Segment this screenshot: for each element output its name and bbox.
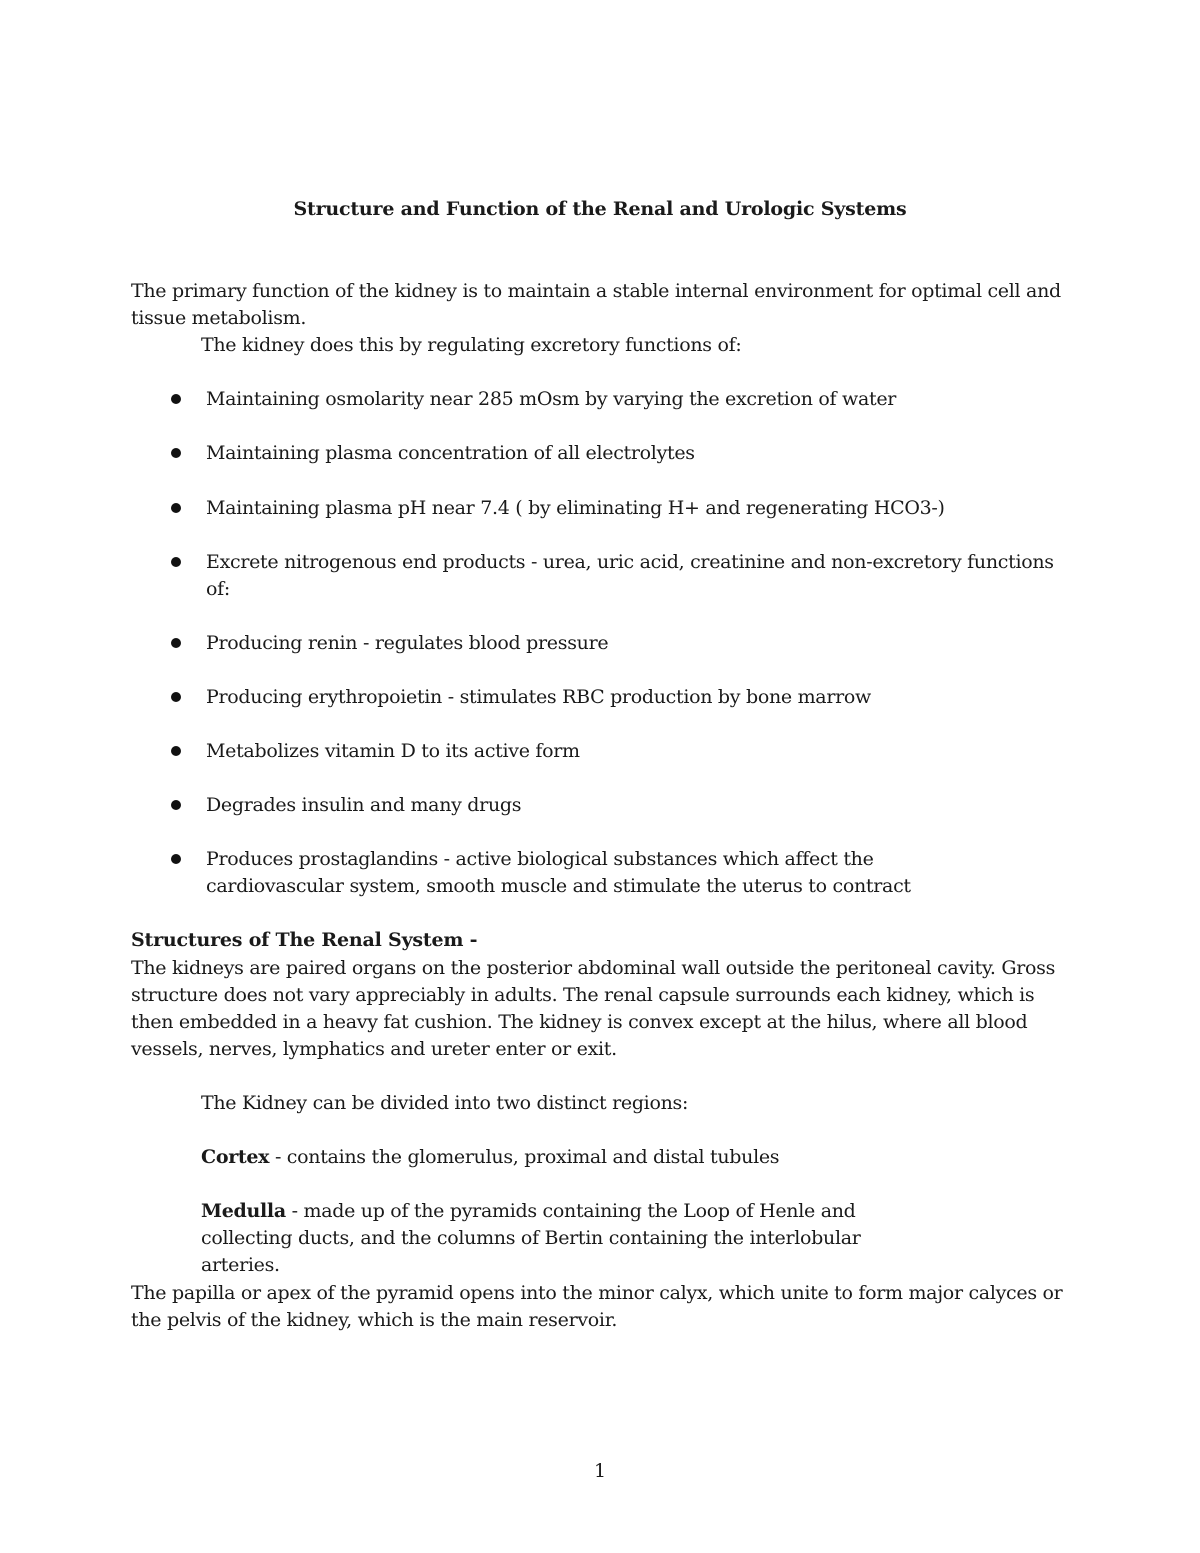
intro-indented-line: The kidney does this by regulating excretory functions of: [201,334,742,356]
region-medulla [201,1198,901,1279]
bullet-icon [171,394,181,404]
bullet-icon [171,557,181,567]
section-paragraph: The kidneys are paired organs on the posterior abdominal wall outside the peritoneal cavity. Gross structure does not vary appreciably in adults. The renal capsule surrounds each kidney, which is then embedded in a heavy fat cushion. The kidney is convex except at the hilus, where all blood vessels, nerves, lymphatics and ureter enter or exit. [131,957,1056,1060]
region-term: Medulla [201,1200,286,1222]
bullet-text: Maintaining plasma pH near 7.4 ( by eliminating H+ and regenerating HCO3-) [206,497,945,519]
bullet-text: Excrete nitrogenous end products - urea, uric acid, creatinine and non-excretory functions of: [206,551,1054,600]
bullet-text: Producing renin - regulates blood pressure [206,632,609,654]
page-number: 1 [593,1460,607,1482]
closing-paragraph: The papilla or apex of the pyramid opens into the minor calyx, which unite to form major calyces or the pelvis of the kidney, which is the main reservoir. [131,1282,1063,1331]
bullet-icon [171,448,181,458]
region-description: - contains the glomerulus, proximal and distal tubules [269,1146,780,1168]
bullet-icon [171,692,181,702]
intro-paragraph: The primary function of the kidney is to maintain a stable internal environment for optimal cell and tissue metabolism. [131,280,1061,329]
bullet-icon [171,638,181,648]
regions-intro: The Kidney can be divided into two distinct regions: [201,1092,689,1114]
bullet-text: Metabolizes vitamin D to its active form [206,740,580,762]
region-description: - made up of the pyramids containing the Loop of Henle and collecting ducts, and the columns of Bertin containing the interlobular arteries. [201,1200,861,1276]
bullet-text: Maintaining plasma concentration of all electrolytes [206,442,695,464]
bullet-text: Maintaining osmolarity near 285 mOsm by varying the excretion of water [206,388,897,410]
region-term: Cortex [201,1146,270,1168]
bullet-text: Degrades insulin and many drugs [206,794,522,816]
region-cortex [201,1144,1081,1171]
bullet-icon [171,854,181,864]
document-title: Structure and Function of the Renal and Urologic Systems [293,198,907,220]
bullet-text: Produces prostaglandins - active biological substances which affect the cardiovascular system, smooth muscle and stimulate the uterus to contract [206,848,911,897]
bullet-icon [171,746,181,756]
bullet-text: Producing erythropoietin - stimulates RBC production by bone marrow [206,686,871,708]
bullet-icon [171,503,181,513]
section-heading: Structures of The Renal System - [131,929,478,951]
bullet-icon [171,800,181,810]
